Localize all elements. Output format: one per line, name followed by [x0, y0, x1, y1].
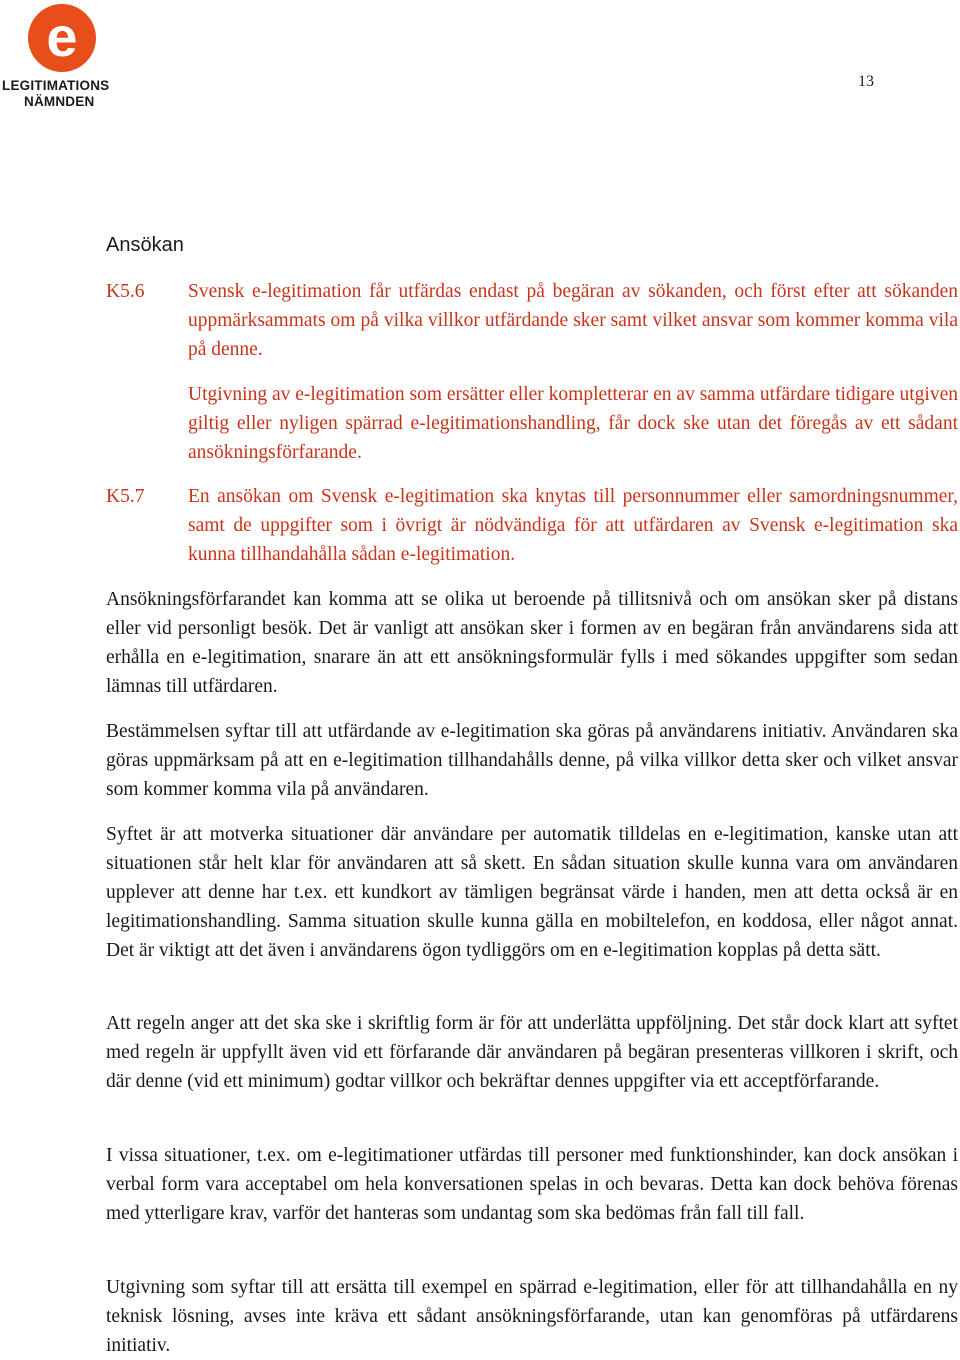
body-paragraph: Ansökningsförfarandet kan komma att se olika ut beroende på tillitsnivå och om ansökan sker på distans eller vid personligt besök. Det är vanligt att ansökan sker i formen av en begäran från användarens sida att erhålla en e-legitimation, snarare än att ett ansökningsformulär fylls i med sökandes uppgifter som sedan lämnas till utfärdaren. — [106, 589, 958, 697]
logo-e-icon — [26, 2, 98, 74]
body-paragraph: I vissa situationer, t.ex. om e-legitimationer utfärdas till personer med funktionshinder, kan dock ansökan i verbal form vara acceptabel om hela konversationen spelas in och bevaras. Detta kan dock behöva förenas med ytterligare krav, varför det hanteras som undantag som ska bedömas från fall till fall. — [106, 1145, 958, 1224]
rule-code: K5.7 — [106, 486, 145, 507]
svg-text:e: e — [46, 5, 78, 68]
rule-text — [188, 277, 958, 467]
logo-text-line2: NÄMNDEN — [24, 94, 95, 109]
logo-text-line1: LEGITIMATIONS — [2, 78, 110, 93]
rule-k5-7 — [106, 482, 958, 585]
body-paragraph: Syftet är att motverka situationer där användare per automatik tilldelas en e-legitimation, kanske utan att situationen står helt klar för användaren att så skett. En sådan situation skulle kunna vara om användaren upplever att denne har t.ex. ett kundkort av tämligen begränsat värde i handen, men att detta också är en legitimationshandling. Samma situation skulle kunna gälla en mobiltelefon, en koddosa, eller något annat. Det är viktigt att det även i användarens ögon tydliggörs om en e-legitimation kopplas på detta sätt. — [106, 824, 958, 961]
legitimationsnamnden-logo — [2, 2, 126, 110]
rule-paragraph: Utgivning av e-legitimation som ersätter eller kompletterar en av samma utfärdare tidigare utgiven giltig eller nyligen spärrad e-legitimationshandling, får dock ske utan det föregås av ett sådant ansökningsförfarande. — [188, 384, 958, 463]
page-number: 13 — [858, 73, 874, 90]
body-paragraph: Utgivning som syftar till att ersätta till exempel en spärrad e-legitimation, eller för att tillhandahålla en ny teknisk lösning, avses inte kräva ett sådant ansökningsförfarande, utan kan genomföras på utfärdarens initiativ. — [106, 1277, 958, 1356]
rule-paragraph: En ansökan om Svensk e-legitimation ska knytas till personnummer eller samordningsnummer, samt de uppgifter som i övrigt är nödvändiga för att utfärdaren av Svensk e-legitimation ska kunna tillhandahålla sådan e-legitimation. — [188, 486, 958, 565]
section-heading: Ansökan — [106, 234, 184, 256]
body-paragraph: Att regeln anger att det ska ske i skriftlig form är för att underlätta uppföljning. Det står dock klart att syftet med regeln är uppfyllt även vid ett förfarande där användaren på begäran presenteras villkoren i skrift, och där denne (vid ett minimum) godtar villkor och bekräftar dennes uppgifter via ett acceptförfarande. — [106, 1013, 958, 1092]
rule-text — [188, 482, 958, 569]
rule-k5-6 — [106, 277, 958, 483]
body-paragraph: Bestämmelsen syftar till att utfärdande av e-legitimation ska göras på användarens initiativ. Användaren ska göras uppmärksam på att en e-legitimation tillhandahålls denne, på vilka villkor detta sker och vilket ansvar som kommer komma vila på användaren. — [106, 721, 958, 800]
rule-paragraph: Svensk e-legitimation får utfärdas endast på begäran av sökanden, och först efter att sökanden uppmärksammats om på vilka villkor utfärdande sker samt vilket ansvar som kommer komma vila på denne. — [188, 281, 958, 360]
rule-code: K5.6 — [106, 281, 145, 302]
